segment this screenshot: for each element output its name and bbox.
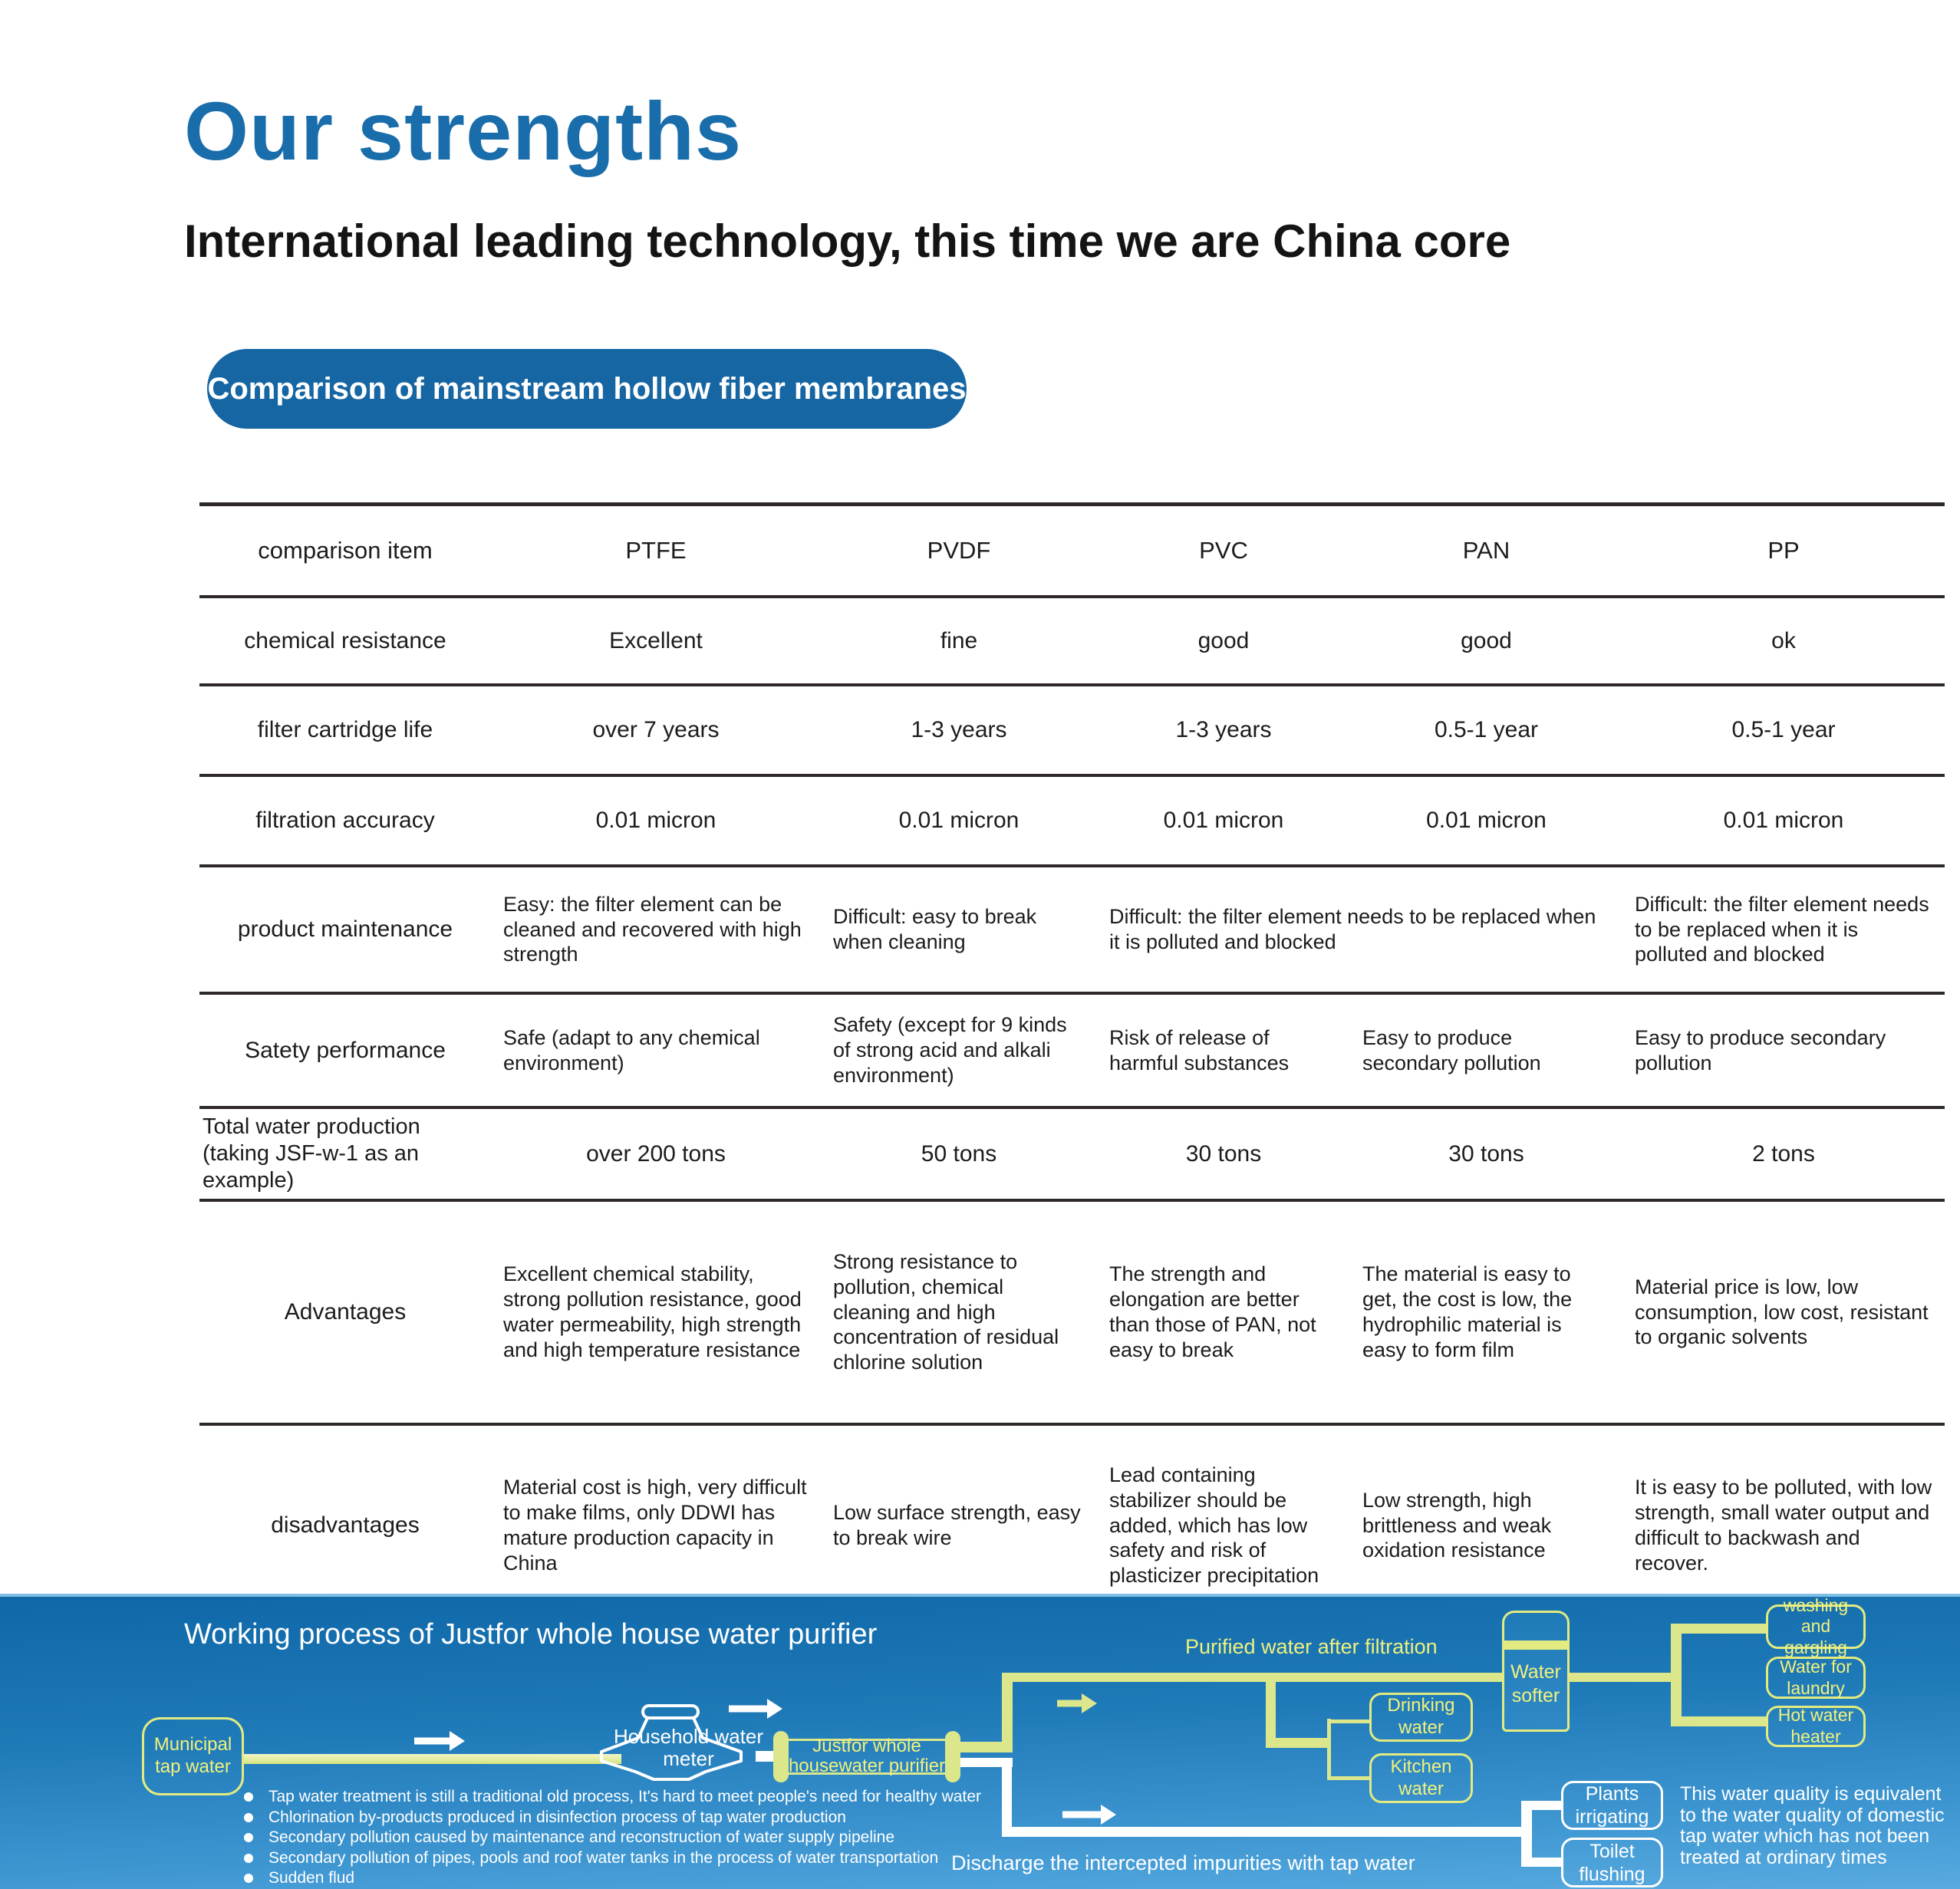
row-label: filtration accuracy <box>255 808 435 834</box>
flow-arrow-icon <box>414 1730 465 1752</box>
discharge-stub-toilet <box>1530 1858 1563 1867</box>
flow-arrow-icon <box>1062 1804 1116 1825</box>
section-badge-label: Comparison of mainstream hollow fiber membranes <box>207 371 967 406</box>
row-label: Total water production (taking JSF-w-1 as an example) <box>203 1114 420 1193</box>
plants-irrigating-box <box>1561 1781 1663 1830</box>
cell: 0.01 micron <box>1723 808 1844 833</box>
column-header-pvc: PVC <box>1199 537 1248 564</box>
cell: Lead containing stabilizer should be added, which has low safety and risk of plasticizer precipitation <box>1109 1463 1319 1588</box>
table-row <box>199 775 1945 866</box>
municipal-tap-water-box <box>142 1717 244 1795</box>
row-label: Advantages <box>284 1299 407 1325</box>
cell: 30 tons <box>1185 1140 1262 1167</box>
table-header-row <box>199 505 1945 597</box>
list-item <box>244 1868 981 1889</box>
pipe-elbow-vertical <box>1002 1673 1013 1752</box>
cell: Safe (adapt to any chemical environment) <box>503 1025 760 1074</box>
column-header-pan: PAN <box>1462 537 1510 564</box>
pipe-distribution-bar <box>1671 1624 1682 1726</box>
purifier-cap-right <box>945 1731 960 1782</box>
pipe-branch-horizontal <box>1266 1738 1331 1748</box>
bullet-icon <box>244 1854 253 1863</box>
cell: ok <box>1771 627 1796 653</box>
list-item <box>244 1828 981 1848</box>
pipe-stub-hot-water <box>1678 1716 1766 1726</box>
pipe-municipal-to-meter <box>244 1754 621 1764</box>
cell: Easy to produce secondary pollution <box>1362 1025 1541 1074</box>
cell: The material is easy to get, the cost is low, the hydrophilic material is easy to form film <box>1362 1262 1573 1361</box>
list-item <box>244 1808 981 1828</box>
cell: It is easy to be polluted, with low strength, small water output and difficult to backwash and recover. <box>1635 1476 1932 1575</box>
bullet-text: Tap water treatment is still a traditional old process, It's hard to meet people's need for healthy water <box>268 1788 981 1805</box>
table-row <box>199 597 1945 685</box>
row-label: filter cartridge life <box>257 717 433 743</box>
water-quality-note: This water quality is equivalent to the water quality of domestic tap water which has not been treated at ordinary times <box>1680 1783 1945 1868</box>
washing-gargling-box <box>1766 1594 1866 1657</box>
cell: over 200 tons <box>586 1140 726 1167</box>
column-header-ptfe: PTFE <box>625 537 687 564</box>
cell: good <box>1197 627 1250 653</box>
toilet-flushing-label: Toilet flushing <box>1579 1840 1645 1885</box>
row-label: product maintenance <box>237 917 453 943</box>
cell: Excellent <box>609 627 703 653</box>
washing-gargling-label: washing and gargling <box>1783 1594 1849 1657</box>
cell: Difficult: the filter element needs to be replaced when it is polluted and blocked <box>1109 905 1596 953</box>
cell: Low strength, high brittleness and weak oxidation resistance <box>1362 1488 1552 1562</box>
cell: Easy to produce secondary pollution <box>1635 1025 1886 1074</box>
drinking-water-label: Drinking water <box>1387 1695 1455 1738</box>
pipe-branch-thin-vertical <box>1327 1719 1331 1780</box>
row-label: chemical resistance <box>244 627 446 653</box>
list-item <box>244 1848 981 1869</box>
hot-water-heater-label: Hot water heater <box>1777 1705 1854 1746</box>
water-softener-band <box>1504 1641 1568 1650</box>
discharge-pipe-main <box>1002 1827 1527 1837</box>
row-label: disadvantages <box>271 1512 420 1539</box>
water-softener-label: Water softer <box>1510 1661 1561 1707</box>
table-row <box>199 1107 1945 1200</box>
cell: 0.01 micron <box>595 808 716 833</box>
bullet-icon <box>244 1813 253 1822</box>
purifier-capsule <box>773 1731 960 1782</box>
cell: 2 tons <box>1752 1140 1815 1167</box>
cell: Low surface strength, easy to break wire <box>833 1501 1081 1549</box>
cell: Risk of release of harmful substances <box>1109 1025 1290 1074</box>
cell: The strength and elongation are better than those of PAN, not easy to break <box>1109 1262 1316 1361</box>
purifier-label: Justfor whole housewater purifier <box>788 1735 946 1777</box>
cell: 1-3 years <box>1175 717 1272 742</box>
page-subtitle: International leading technology, this time we are China core <box>184 216 1511 267</box>
bullet-icon <box>244 1874 253 1883</box>
bullet-text: Secondary pollution caused by maintenance and reconstruction of water supply pipeline <box>268 1828 895 1846</box>
column-header-pp: PP <box>1767 537 1800 564</box>
cell: 50 tons <box>921 1140 997 1167</box>
bullet-text: Sudden flud <box>268 1869 355 1887</box>
toilet-flushing-box <box>1561 1838 1663 1887</box>
pipe-branch-thin-stub-kitchen <box>1327 1776 1369 1780</box>
plants-irrigating-label: Plants irrigating <box>1575 1783 1649 1828</box>
bullet-text: Secondary pollution of pipes, pools and roof water tanks in the process of water transportation <box>268 1848 939 1867</box>
working-process-section <box>0 1594 1960 1889</box>
table-row <box>199 685 1945 775</box>
table-row <box>199 866 1945 993</box>
cell: over 7 years <box>592 717 720 742</box>
column-header-pvdf: PVDF <box>927 537 991 564</box>
cell: Strong resistance to pollution, chemical cleaning and high concentration of residual chlorine solution <box>833 1249 1059 1374</box>
cell: Material cost is high, very difficult to make films, only DDWI has mature production capacity in China <box>503 1476 807 1575</box>
drinking-water-box <box>1369 1693 1473 1742</box>
cell: 0.5-1 year <box>1731 717 1836 742</box>
water-softener-tank <box>1502 1611 1570 1732</box>
discharge-elbow-vertical <box>1002 1758 1012 1837</box>
cell: 0.01 micron <box>898 808 1020 833</box>
municipal-tap-water-label: Municipal tap water <box>153 1734 232 1777</box>
table-row <box>199 993 1945 1107</box>
pipe-main-purified <box>1002 1673 1680 1682</box>
issue-bullet-list <box>244 1787 981 1889</box>
cell: Safety (except for 9 kinds of strong acid and alkali environment) <box>833 1013 1067 1087</box>
cell: Difficult: easy to break when cleaning <box>833 905 1037 953</box>
cell: 0.5-1 year <box>1434 717 1539 742</box>
row-label: Satety performance <box>245 1037 446 1063</box>
column-header-item: comparison item <box>258 537 433 564</box>
table-row <box>199 1200 1945 1424</box>
cell: Excellent chemical stability, strong pollution resistance, good water permeability, high strength and high temperature resistance <box>503 1262 802 1361</box>
pipe-branch-thin-stub-drinking <box>1327 1720 1369 1723</box>
pipe-elbow-horizontal <box>959 1742 1013 1752</box>
kitchen-water-label: Kitchen water <box>1390 1756 1452 1799</box>
page-title: Our strengths <box>184 84 743 177</box>
hot-water-heater-box <box>1766 1706 1866 1747</box>
cell: Easy: the filter element can be cleaned and recovered with high strength <box>503 892 802 966</box>
section-badge <box>207 349 967 429</box>
list-item <box>244 1787 981 1808</box>
bullet-icon <box>244 1833 253 1842</box>
flow-arrow-icon <box>1057 1692 1097 1715</box>
discharge-label: Discharge the intercepted impurities with tap water <box>951 1851 1415 1874</box>
laundry-label: Water for laundry <box>1780 1656 1852 1698</box>
diagram-title: Working process of Justfor whole house water purifier <box>184 1618 878 1650</box>
bullet-icon <box>244 1792 253 1802</box>
bullet-text: Chlorination by-products produced in disinfection process of tap water production <box>268 1808 846 1826</box>
laundry-box <box>1766 1657 1866 1699</box>
comparison-table <box>199 502 1945 1628</box>
cell: 0.01 micron <box>1426 808 1547 833</box>
cell: good <box>1461 627 1512 653</box>
cell: Difficult: the filter element needs to be replaced when it is polluted and blocked <box>1635 892 1929 966</box>
cell: 1-3 years <box>911 717 1007 742</box>
cell: 30 tons <box>1448 1140 1524 1167</box>
pipe-stub-washing <box>1678 1624 1766 1634</box>
cell: fine <box>940 627 978 653</box>
purified-water-label: Purified water after filtration <box>1185 1635 1438 1658</box>
discharge-stub-plants <box>1530 1801 1563 1810</box>
kitchen-water-box <box>1369 1753 1473 1803</box>
cell: 0.01 micron <box>1163 808 1284 833</box>
cell: Material price is low, low consumption, low cost, resistant to organic solvents <box>1635 1275 1929 1349</box>
water-meter-label: Household water meter <box>613 1725 764 1770</box>
